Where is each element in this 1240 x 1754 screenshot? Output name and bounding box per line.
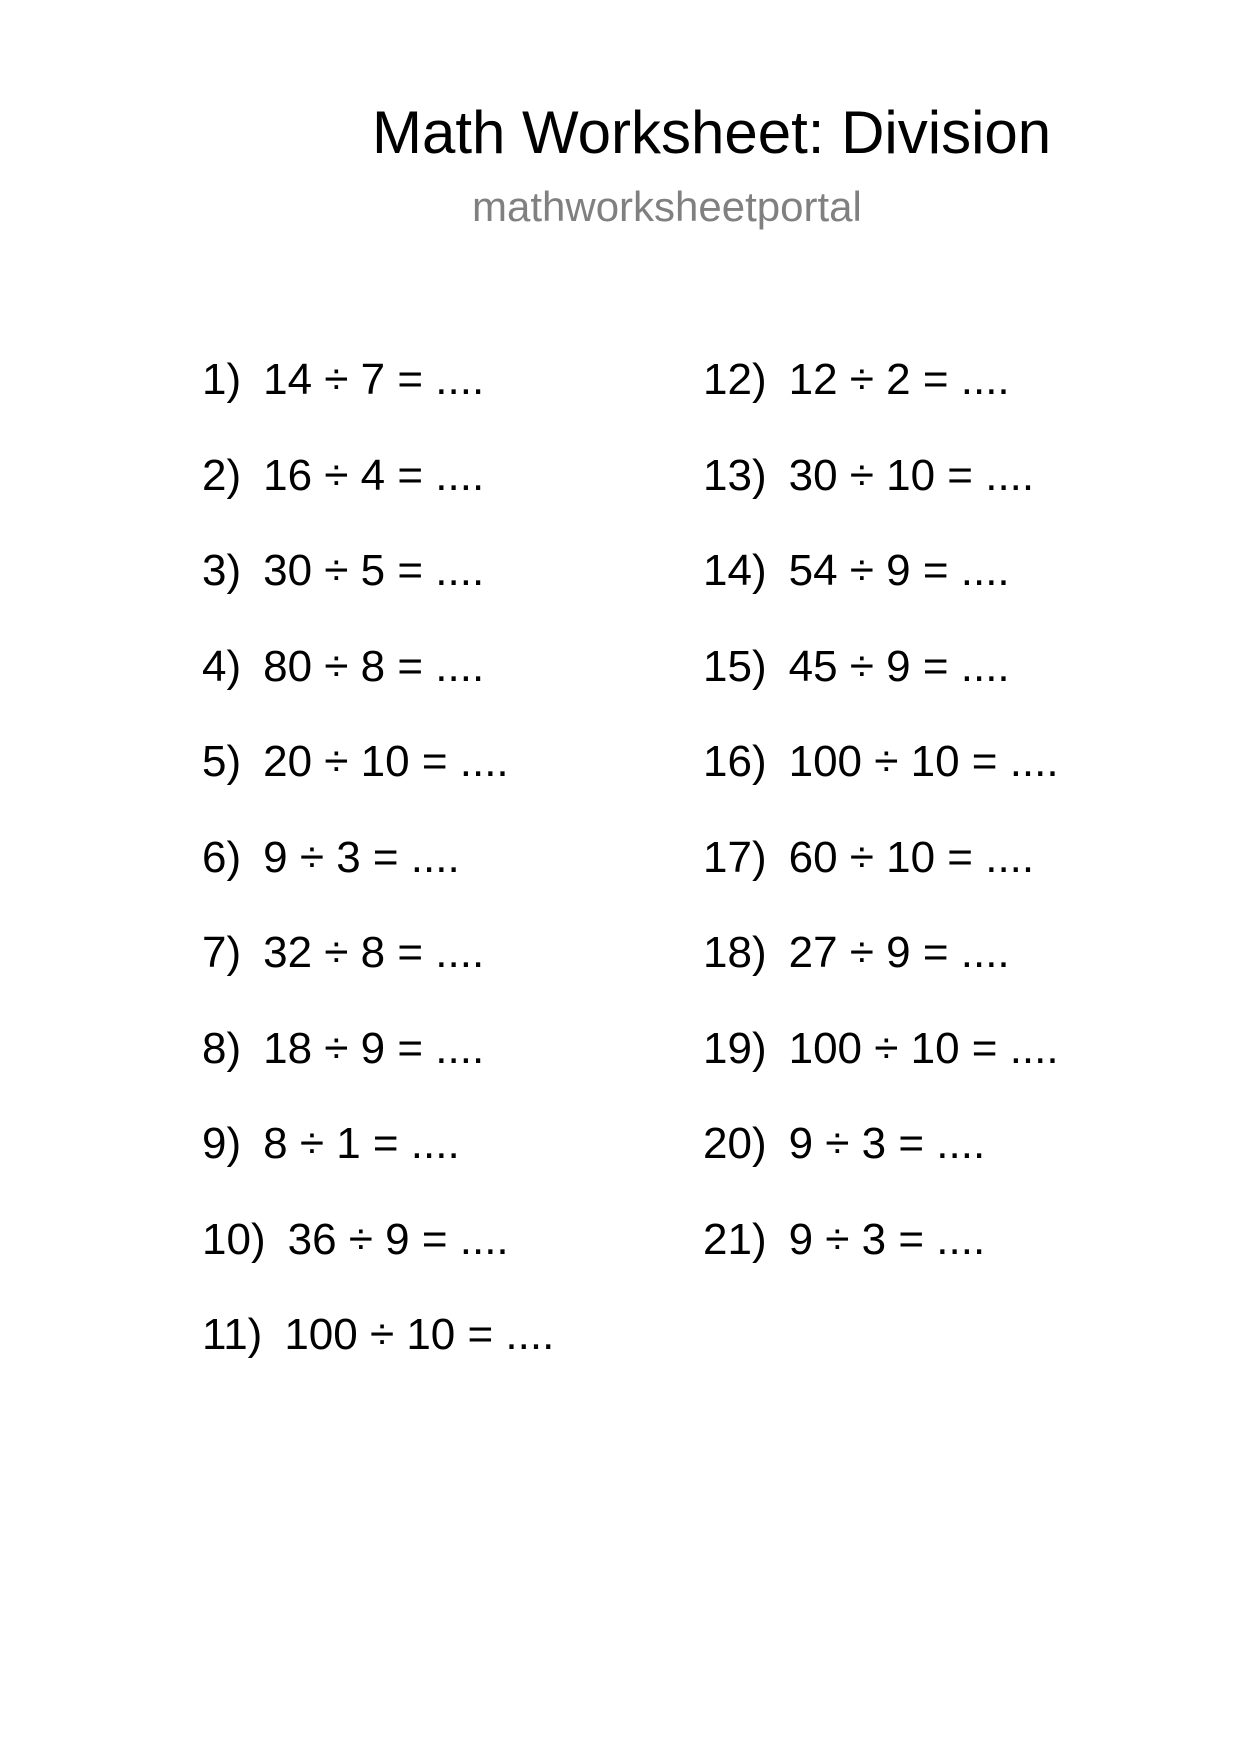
- problem-expression: 30 ÷ 10 = ....: [788, 450, 1035, 500]
- problem-number: 21): [703, 1214, 767, 1264]
- problem-expression: 30 ÷ 5 = ....: [263, 546, 485, 595]
- problem-expression: 32 ÷ 8 = ....: [263, 928, 485, 977]
- problem-number: 9): [202, 1119, 242, 1168]
- problem-item: [202, 543, 554, 639]
- problem-item: [202, 352, 554, 448]
- problem-expression: 14 ÷ 7 = ....: [263, 355, 485, 404]
- problem-number: 8): [202, 1023, 242, 1073]
- problem-number: 6): [202, 832, 242, 882]
- problem-number: 7): [202, 928, 242, 977]
- page-subtitle: mathworksheetportal: [472, 183, 862, 230]
- problem-item: [703, 830, 1059, 926]
- problem-number: 18): [703, 928, 767, 977]
- problem-item: [703, 1212, 1059, 1308]
- problem-item: [202, 448, 554, 544]
- problem-number: 19): [703, 1023, 767, 1073]
- problem-number: 1): [202, 355, 242, 404]
- problem-item: [703, 1116, 1059, 1212]
- problem-number: 12): [703, 355, 767, 404]
- problem-number: 3): [202, 546, 242, 595]
- problem-item: [703, 1021, 1059, 1117]
- problem-number: 17): [703, 832, 767, 882]
- problem-expression: 80 ÷ 8 = ....: [263, 641, 485, 691]
- problem-item: [202, 1212, 554, 1308]
- problem-item: [202, 639, 554, 735]
- problem-expression: 9 ÷ 3 = ....: [788, 1214, 986, 1264]
- problem-item: [703, 639, 1059, 735]
- problem-number: 5): [202, 737, 242, 786]
- problem-number: 13): [703, 450, 767, 500]
- problem-number: 15): [703, 641, 767, 691]
- problem-item: [202, 1307, 554, 1403]
- problem-expression: 12 ÷ 2 = ....: [788, 355, 1010, 404]
- problem-expression: 9 ÷ 3 = ....: [263, 832, 460, 882]
- problem-number: 4): [202, 641, 242, 691]
- problem-number: 14): [703, 546, 767, 595]
- problem-item: [703, 448, 1059, 544]
- problem-number: 16): [703, 737, 767, 786]
- problem-number: 10): [202, 1214, 266, 1264]
- problem-number: 20): [703, 1119, 767, 1168]
- problem-item: [202, 830, 554, 926]
- problem-expression: 60 ÷ 10 = ....: [788, 832, 1035, 882]
- problem-expression: 8 ÷ 1 = ....: [263, 1119, 460, 1168]
- problem-item: [202, 734, 554, 830]
- problem-column-right: [703, 352, 1059, 1307]
- problem-item: [202, 1116, 554, 1212]
- problem-item: [703, 543, 1059, 639]
- problem-item: [703, 925, 1059, 1021]
- problem-expression: 18 ÷ 9 = ....: [263, 1023, 485, 1073]
- problem-item: [703, 734, 1059, 830]
- problem-item: [202, 1021, 554, 1117]
- problem-expression: 16 ÷ 4 = ....: [263, 450, 485, 500]
- problem-expression: 27 ÷ 9 = ....: [788, 928, 1010, 977]
- problem-expression: 100 ÷ 10 = ....: [284, 1310, 555, 1359]
- problem-expression: 45 ÷ 9 = ....: [788, 641, 1010, 691]
- problem-item: [202, 925, 554, 1021]
- problem-item: [703, 352, 1059, 448]
- problem-number: 2): [202, 450, 242, 500]
- problem-number: 11): [202, 1310, 263, 1359]
- problem-expression: 9 ÷ 3 = ....: [788, 1119, 986, 1168]
- problem-expression: 20 ÷ 10 = ....: [263, 737, 509, 786]
- page-title: Math Worksheet: Division: [372, 99, 1052, 166]
- problem-expression: 54 ÷ 9 = ....: [788, 546, 1010, 595]
- problem-column-left: [202, 352, 554, 1403]
- problem-expression: 36 ÷ 9 = ....: [287, 1214, 509, 1264]
- problem-expression: 100 ÷ 10 = ....: [788, 1023, 1059, 1073]
- problem-expression: 100 ÷ 10 = ....: [788, 737, 1059, 786]
